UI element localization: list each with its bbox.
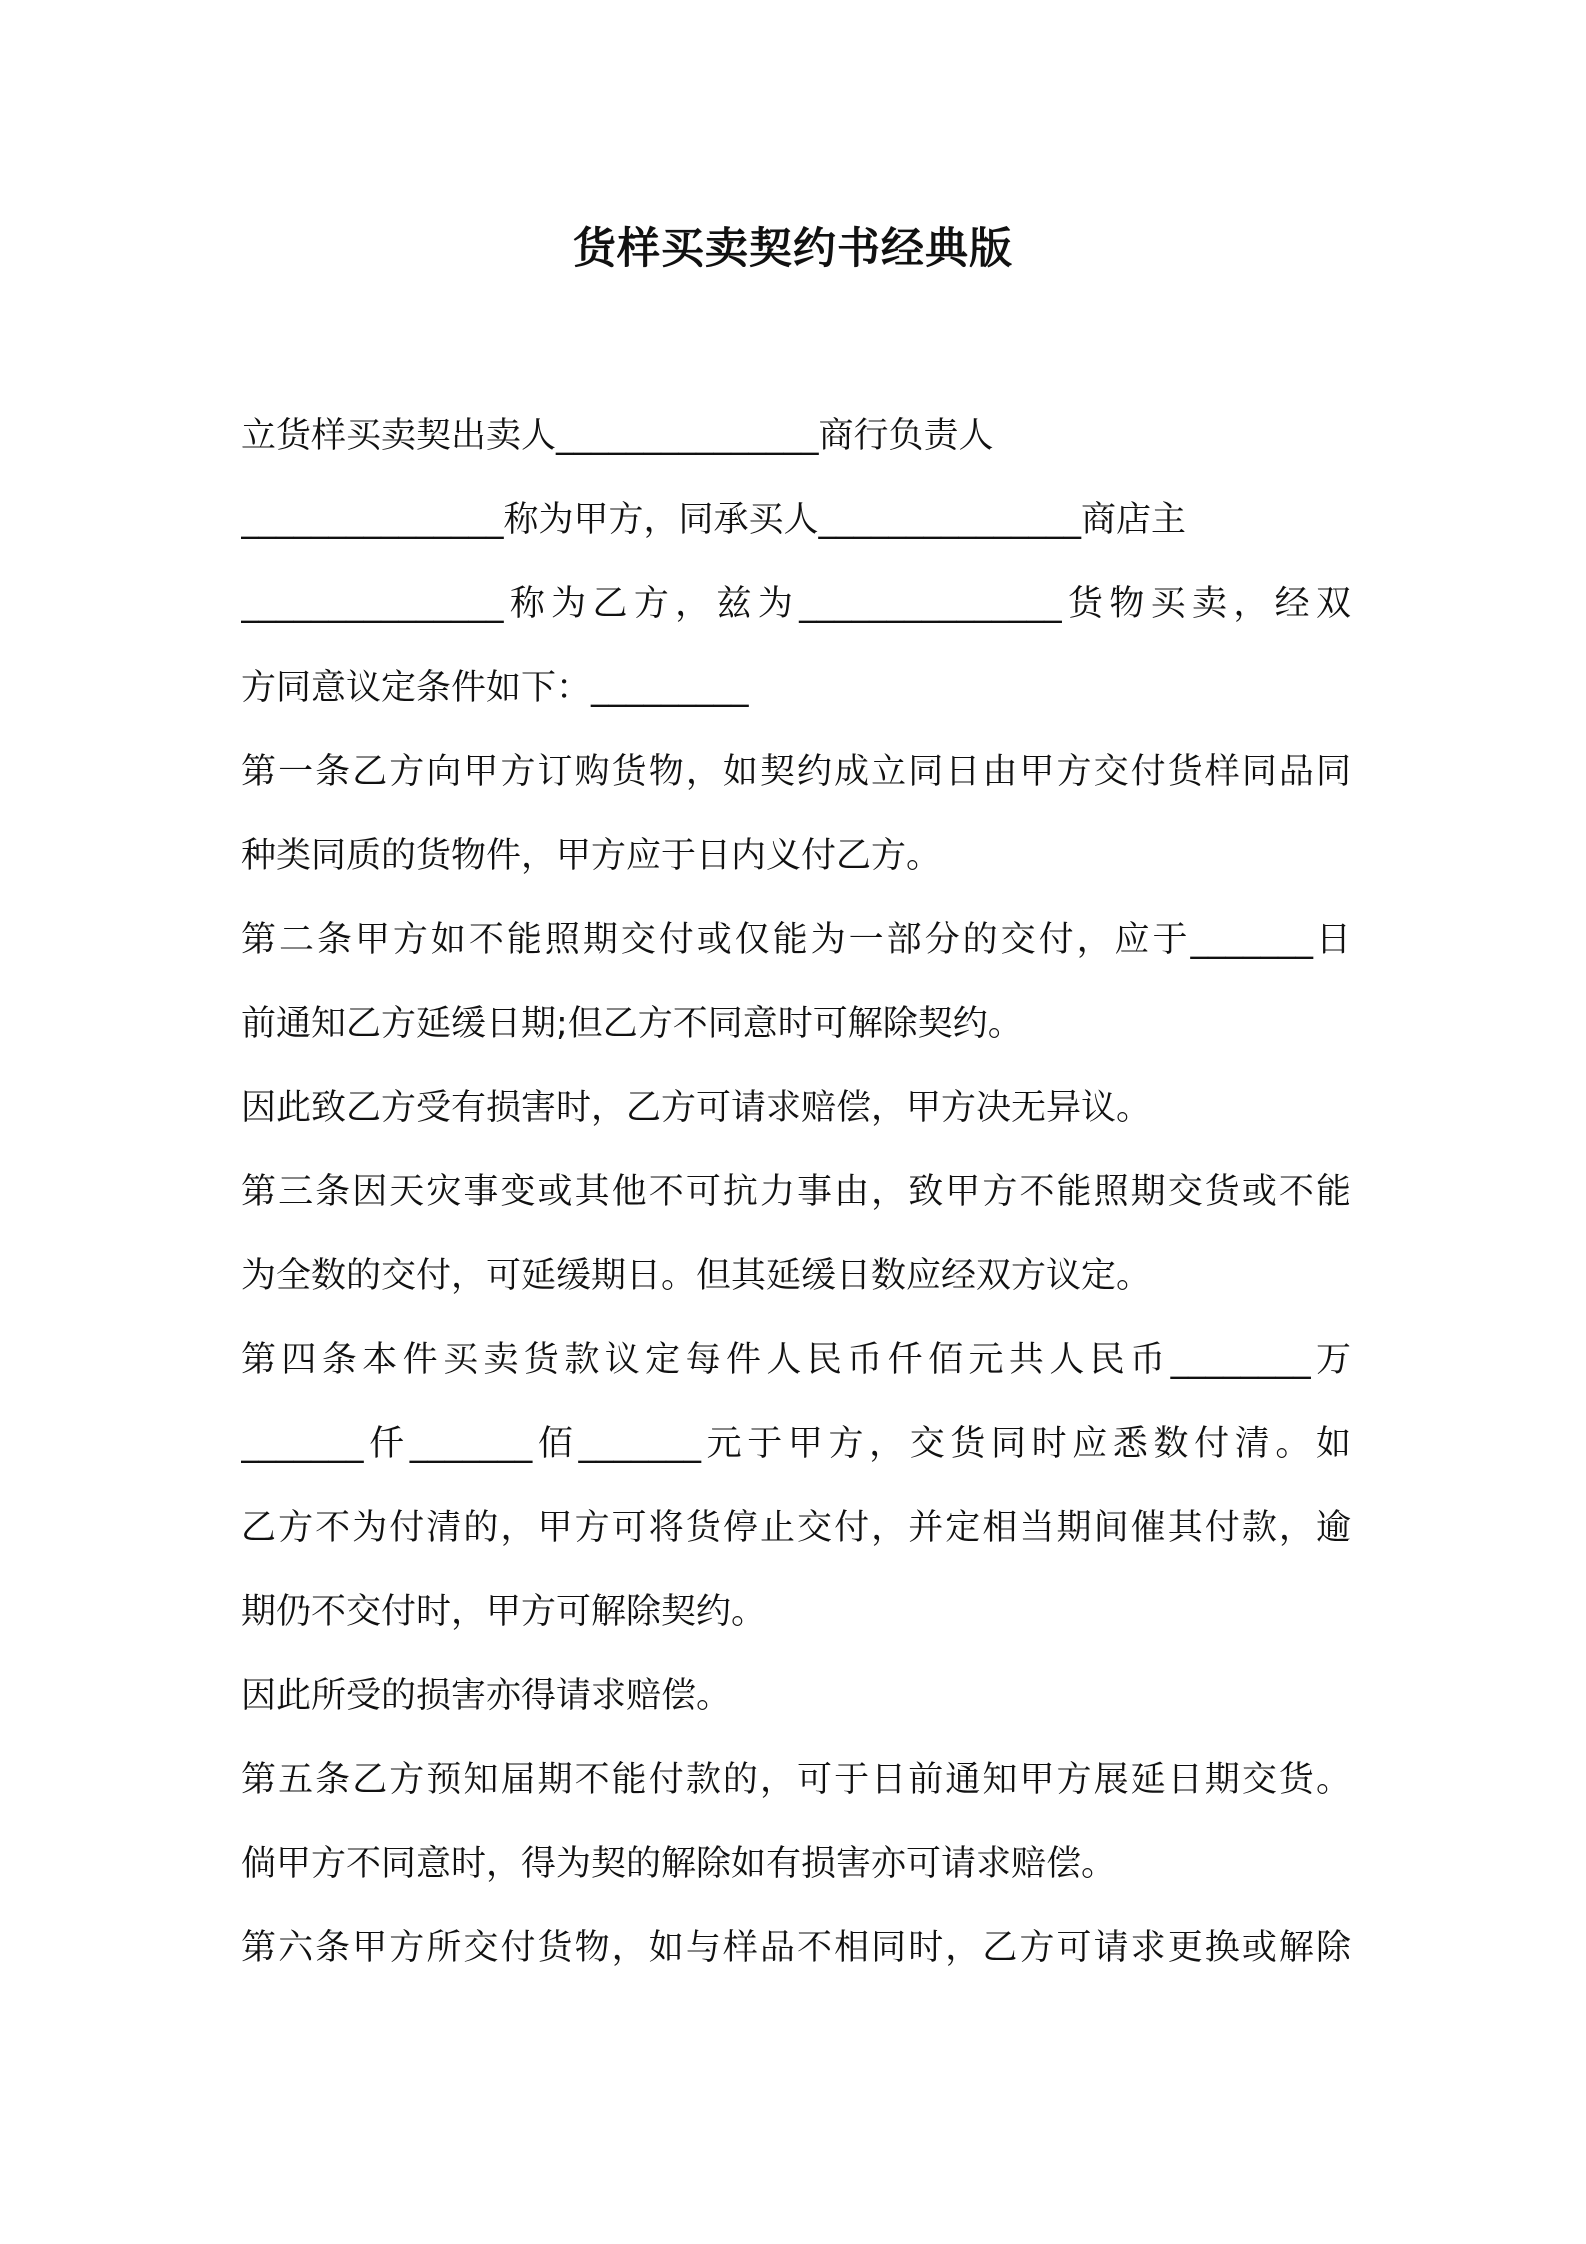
document-body xyxy=(241,404,1351,2000)
text-line: 因此致乙方受有损害时，乙方可请求赔偿，甲方决无异议。 xyxy=(241,1088,1152,1128)
text-line: 方同意议定条件如下：_________ xyxy=(241,668,749,708)
text-line: 前通知乙方延缓日期;但乙方不同意时可解除契约。 xyxy=(241,1004,1023,1044)
text-line: _______________称为乙方，兹为_______________货物买卖，经双 xyxy=(241,584,1351,624)
text-line: _______________称为甲方，同承买人_______________商店主 xyxy=(241,500,1187,540)
document-title: 货样买卖契约书经典版 xyxy=(573,224,1013,274)
text-line: 第二条甲方如不能照期交付或仅能为一部分的交付，应于_______日 xyxy=(241,920,1351,960)
text-line: 倘甲方不同意时，得为契的解除如有损害亦可请求赔偿。 xyxy=(241,1844,1117,1884)
text-line: 期仍不交付时，甲方可解除契约。 xyxy=(241,1592,767,1632)
text-line: _______仟_______佰_______元于甲方，交货同时应悉数付清。如 xyxy=(241,1424,1351,1464)
text-line: 第六条甲方所交付货物，如与样品不相同时，乙方可请求更换或解除 xyxy=(241,1928,1351,1968)
text-line: 立货样买卖契出卖人_______________商行负责人 xyxy=(241,416,994,456)
text-line: 种类同质的货物件，甲方应于日内义付乙方。 xyxy=(241,836,942,876)
text-line: 第三条因天灾事变或其他不可抗力事由，致甲方不能照期交货或不能 xyxy=(241,1172,1351,1212)
text-line: 第五条乙方预知届期不能付款的，可于日前通知甲方展延日期交货。 xyxy=(241,1760,1351,1800)
text-line: 因此所受的损害亦得请求赔偿。 xyxy=(241,1676,732,1716)
text-line: 第四条本件买卖货款议定每件人民币仟佰元共人民币________万 xyxy=(241,1340,1351,1380)
text-line: 为全数的交付，可延缓期日。但其延缓日数应经双方议定。 xyxy=(241,1256,1152,1296)
text-line: 第一条乙方向甲方订购货物，如契约成立同日由甲方交付货样同品同 xyxy=(241,752,1351,792)
text-line: 乙方不为付清的，甲方可将货停止交付，并定相当期间催其付款，逾 xyxy=(241,1508,1351,1548)
